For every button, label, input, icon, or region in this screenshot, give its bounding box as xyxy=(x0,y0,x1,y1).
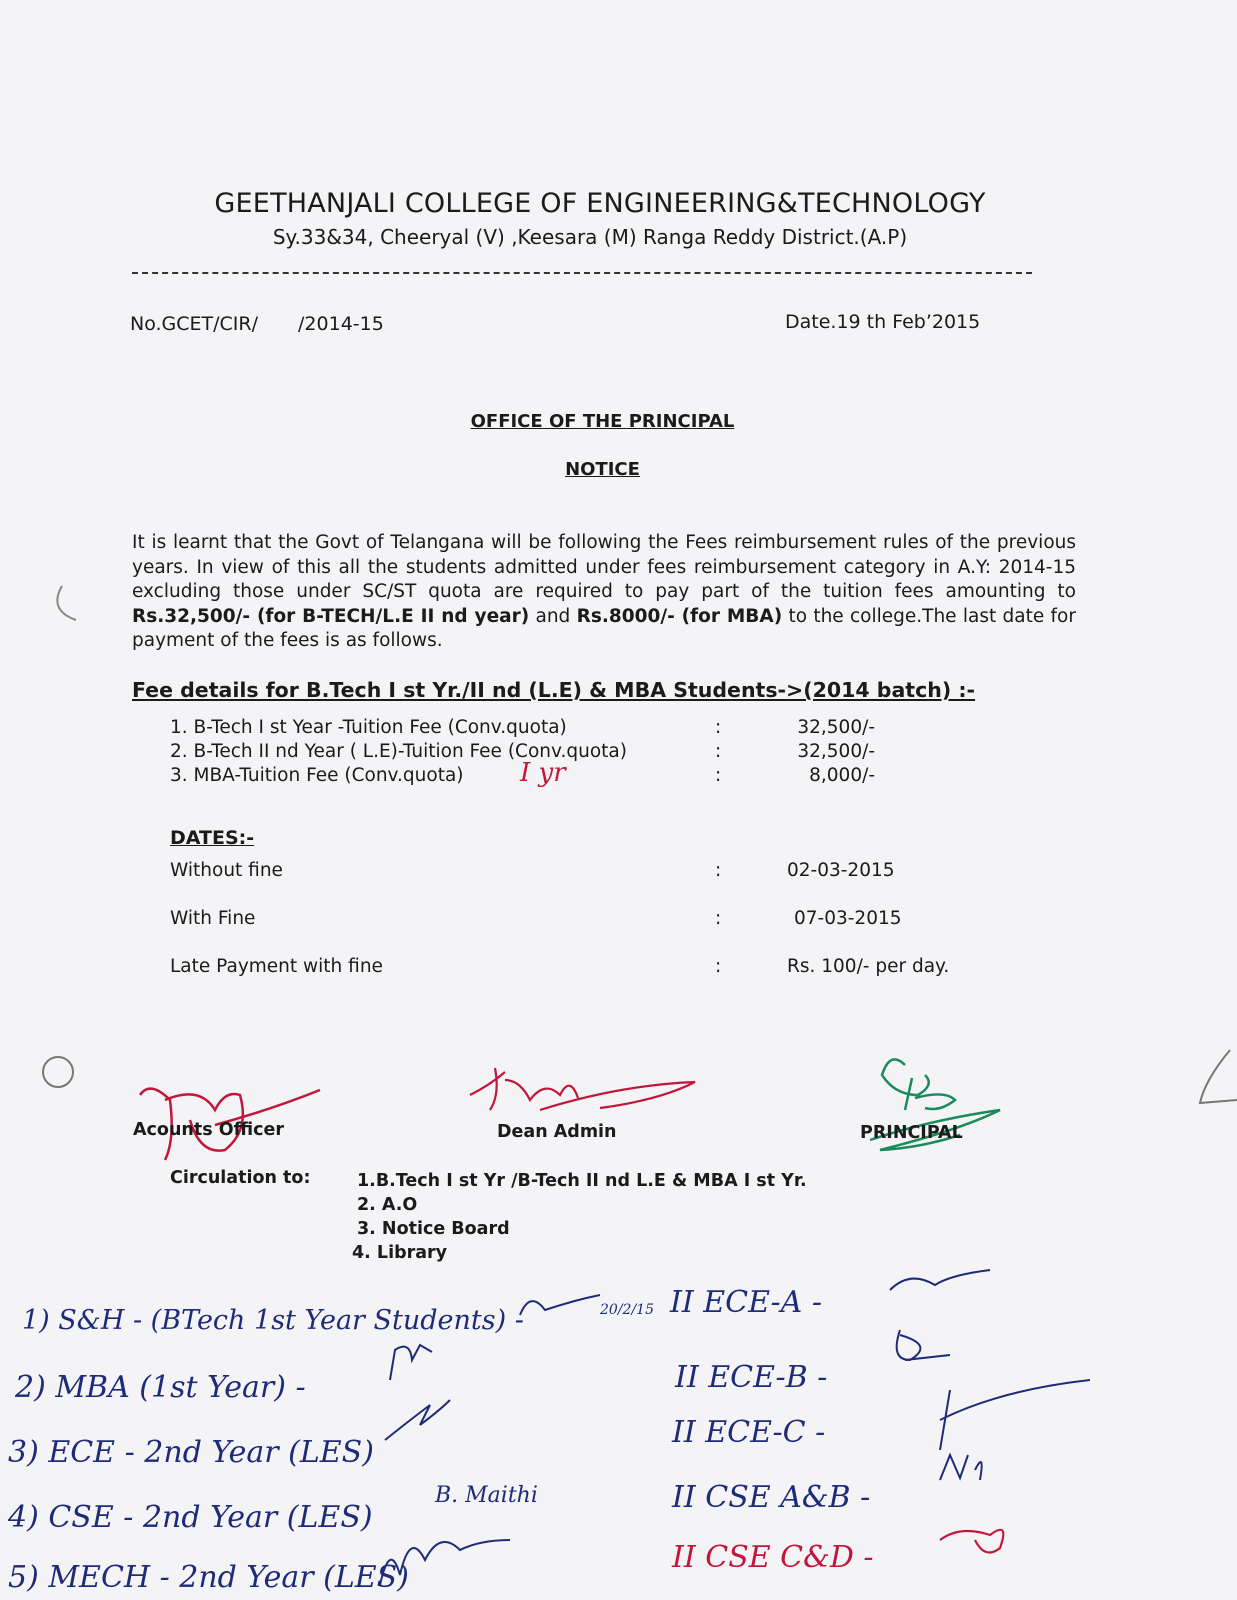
handwritten-date-mark: 20/2/15 xyxy=(600,1302,654,1318)
accounts-officer-label: Acounts Officer xyxy=(133,1120,284,1140)
notice-date: Date.19 th Feb’2015 xyxy=(785,311,981,333)
fee-amount-3: 8,000/- xyxy=(809,765,875,786)
fee-amount-1: 32,500/- xyxy=(797,717,875,738)
fee-label-2: 2. B-Tech II nd Year ( L.E)-Tuition Fee (Conv.quota) xyxy=(170,741,627,762)
handwritten-right-item-1: II ECE-A - xyxy=(670,1285,823,1320)
circulation-item-2: 2. A.O xyxy=(357,1195,418,1215)
paragraph-part1: It is learnt that the Govt of Telangana will be following the Fees reimbursement rules of the previous years. In view of this all the students admitted under fees reimbursement category in A.Y: 2014-15 excluding those under SC/ST quota are required to pay part of the tuition fees amounting to xyxy=(132,532,1076,602)
date-colon-1: : xyxy=(715,860,722,881)
notice-heading: NOTICE xyxy=(565,459,640,480)
office-heading: OFFICE OF THE PRINCIPAL xyxy=(470,411,735,432)
circulation-label: Circulation to: xyxy=(170,1168,311,1188)
punch-hole xyxy=(43,1057,73,1087)
cse-cd-sign xyxy=(940,1530,1003,1553)
handwritten-list-item-3: 3) ECE - 2nd Year (LES) xyxy=(8,1435,374,1470)
circulation-item-1: 1.B.Tech I st Yr /B-Tech II nd L.E & MBA I st Yr. xyxy=(357,1171,807,1191)
fee-colon-1: : xyxy=(715,717,722,738)
circulation-item-3: 3. Notice Board xyxy=(357,1219,510,1239)
handwritten-initials-maithi: B. Maithi xyxy=(435,1483,538,1508)
fee-colon-2: : xyxy=(715,741,722,762)
handwritten-right-item-3: II ECE-C - xyxy=(672,1415,826,1450)
fee-details-heading: Fee details for B.Tech I st Yr./II nd (L.E) & MBA Students->(2014 batch) :- xyxy=(132,678,976,702)
handwritten-right-item-2: II ECE-B - xyxy=(675,1360,828,1395)
principal-label: PRINCIPAL xyxy=(860,1123,963,1143)
date-value-late-payment: Rs. 100/- per day. xyxy=(787,956,950,977)
handwritten-list-item-4: 4) CSE - 2nd Year (LES) xyxy=(8,1500,373,1535)
ece-b-sign xyxy=(897,1330,950,1360)
ref-suffix: /2014-15 xyxy=(298,313,384,335)
date-label-late-payment: Late Payment with fine xyxy=(170,956,383,977)
fee-colon-3: : xyxy=(715,765,722,786)
paragraph-part2: to the college.The last date for payment of the fees is as follows. xyxy=(132,605,1076,651)
handwritten-right-item-5: II CSE C&D - xyxy=(672,1540,874,1575)
dates-heading: DATES:- xyxy=(170,827,255,849)
ece-c-sign xyxy=(940,1380,1090,1450)
handwritten-list-item-5: 5) MECH - 2nd Year (LES) xyxy=(8,1560,409,1595)
handwritten-right-item-4: II CSE A&B - xyxy=(672,1480,871,1515)
handwritten-list-item-2: 2) MBA (1st Year) - xyxy=(15,1370,306,1405)
punch-mark-right xyxy=(1200,1050,1237,1103)
amount-mba: Rs.8000/- (for MBA) xyxy=(576,605,783,627)
ece-a-sign xyxy=(890,1270,990,1290)
date-colon-2: : xyxy=(715,908,722,929)
date-label-without-fine: Without fine xyxy=(170,860,283,881)
mba-sign xyxy=(390,1345,432,1380)
circulation-item-4: 4. Library xyxy=(352,1243,448,1263)
fee-label-3: 3. MBA-Tuition Fee (Conv.quota) xyxy=(170,765,464,786)
paragraph-and: and xyxy=(529,605,577,627)
cse-ab-sign xyxy=(940,1455,982,1480)
date-colon-3: : xyxy=(715,956,722,977)
ece-2nd-sign xyxy=(385,1400,450,1440)
dean-signature xyxy=(470,1068,695,1110)
date-value-without-fine: 02-03-2015 xyxy=(787,860,895,881)
amount-btech: Rs.32,500/- (for B-TECH/L.E II nd year) xyxy=(132,605,530,627)
fee-label-1: 1. B-Tech I st Year -Tuition Fee (Conv.quota) xyxy=(170,717,567,738)
handwritten-list-item-1: 1) S&H - (BTech 1st Year Students) - xyxy=(22,1305,524,1336)
college-name: GEETHANJALI COLLEGE OF ENGINEERING&TECHNOLOGY xyxy=(214,188,986,219)
fee-amount-2: 32,500/- xyxy=(797,741,875,762)
college-address: Sy.33&34, Cheeryal (V) ,Keesara (M) Ranga Reddy District.(A.P) xyxy=(272,225,908,249)
ref-prefix: No.GCET/CIR/ xyxy=(130,313,259,335)
date-label-with-fine: With Fine xyxy=(170,908,256,929)
handwritten-i-yr: I yr xyxy=(520,758,566,788)
sh-sign xyxy=(520,1295,600,1315)
dean-admin-label: Dean Admin xyxy=(497,1122,617,1142)
punch-mark-top xyxy=(57,586,76,620)
date-value-with-fine: 07-03-2015 xyxy=(794,908,902,929)
